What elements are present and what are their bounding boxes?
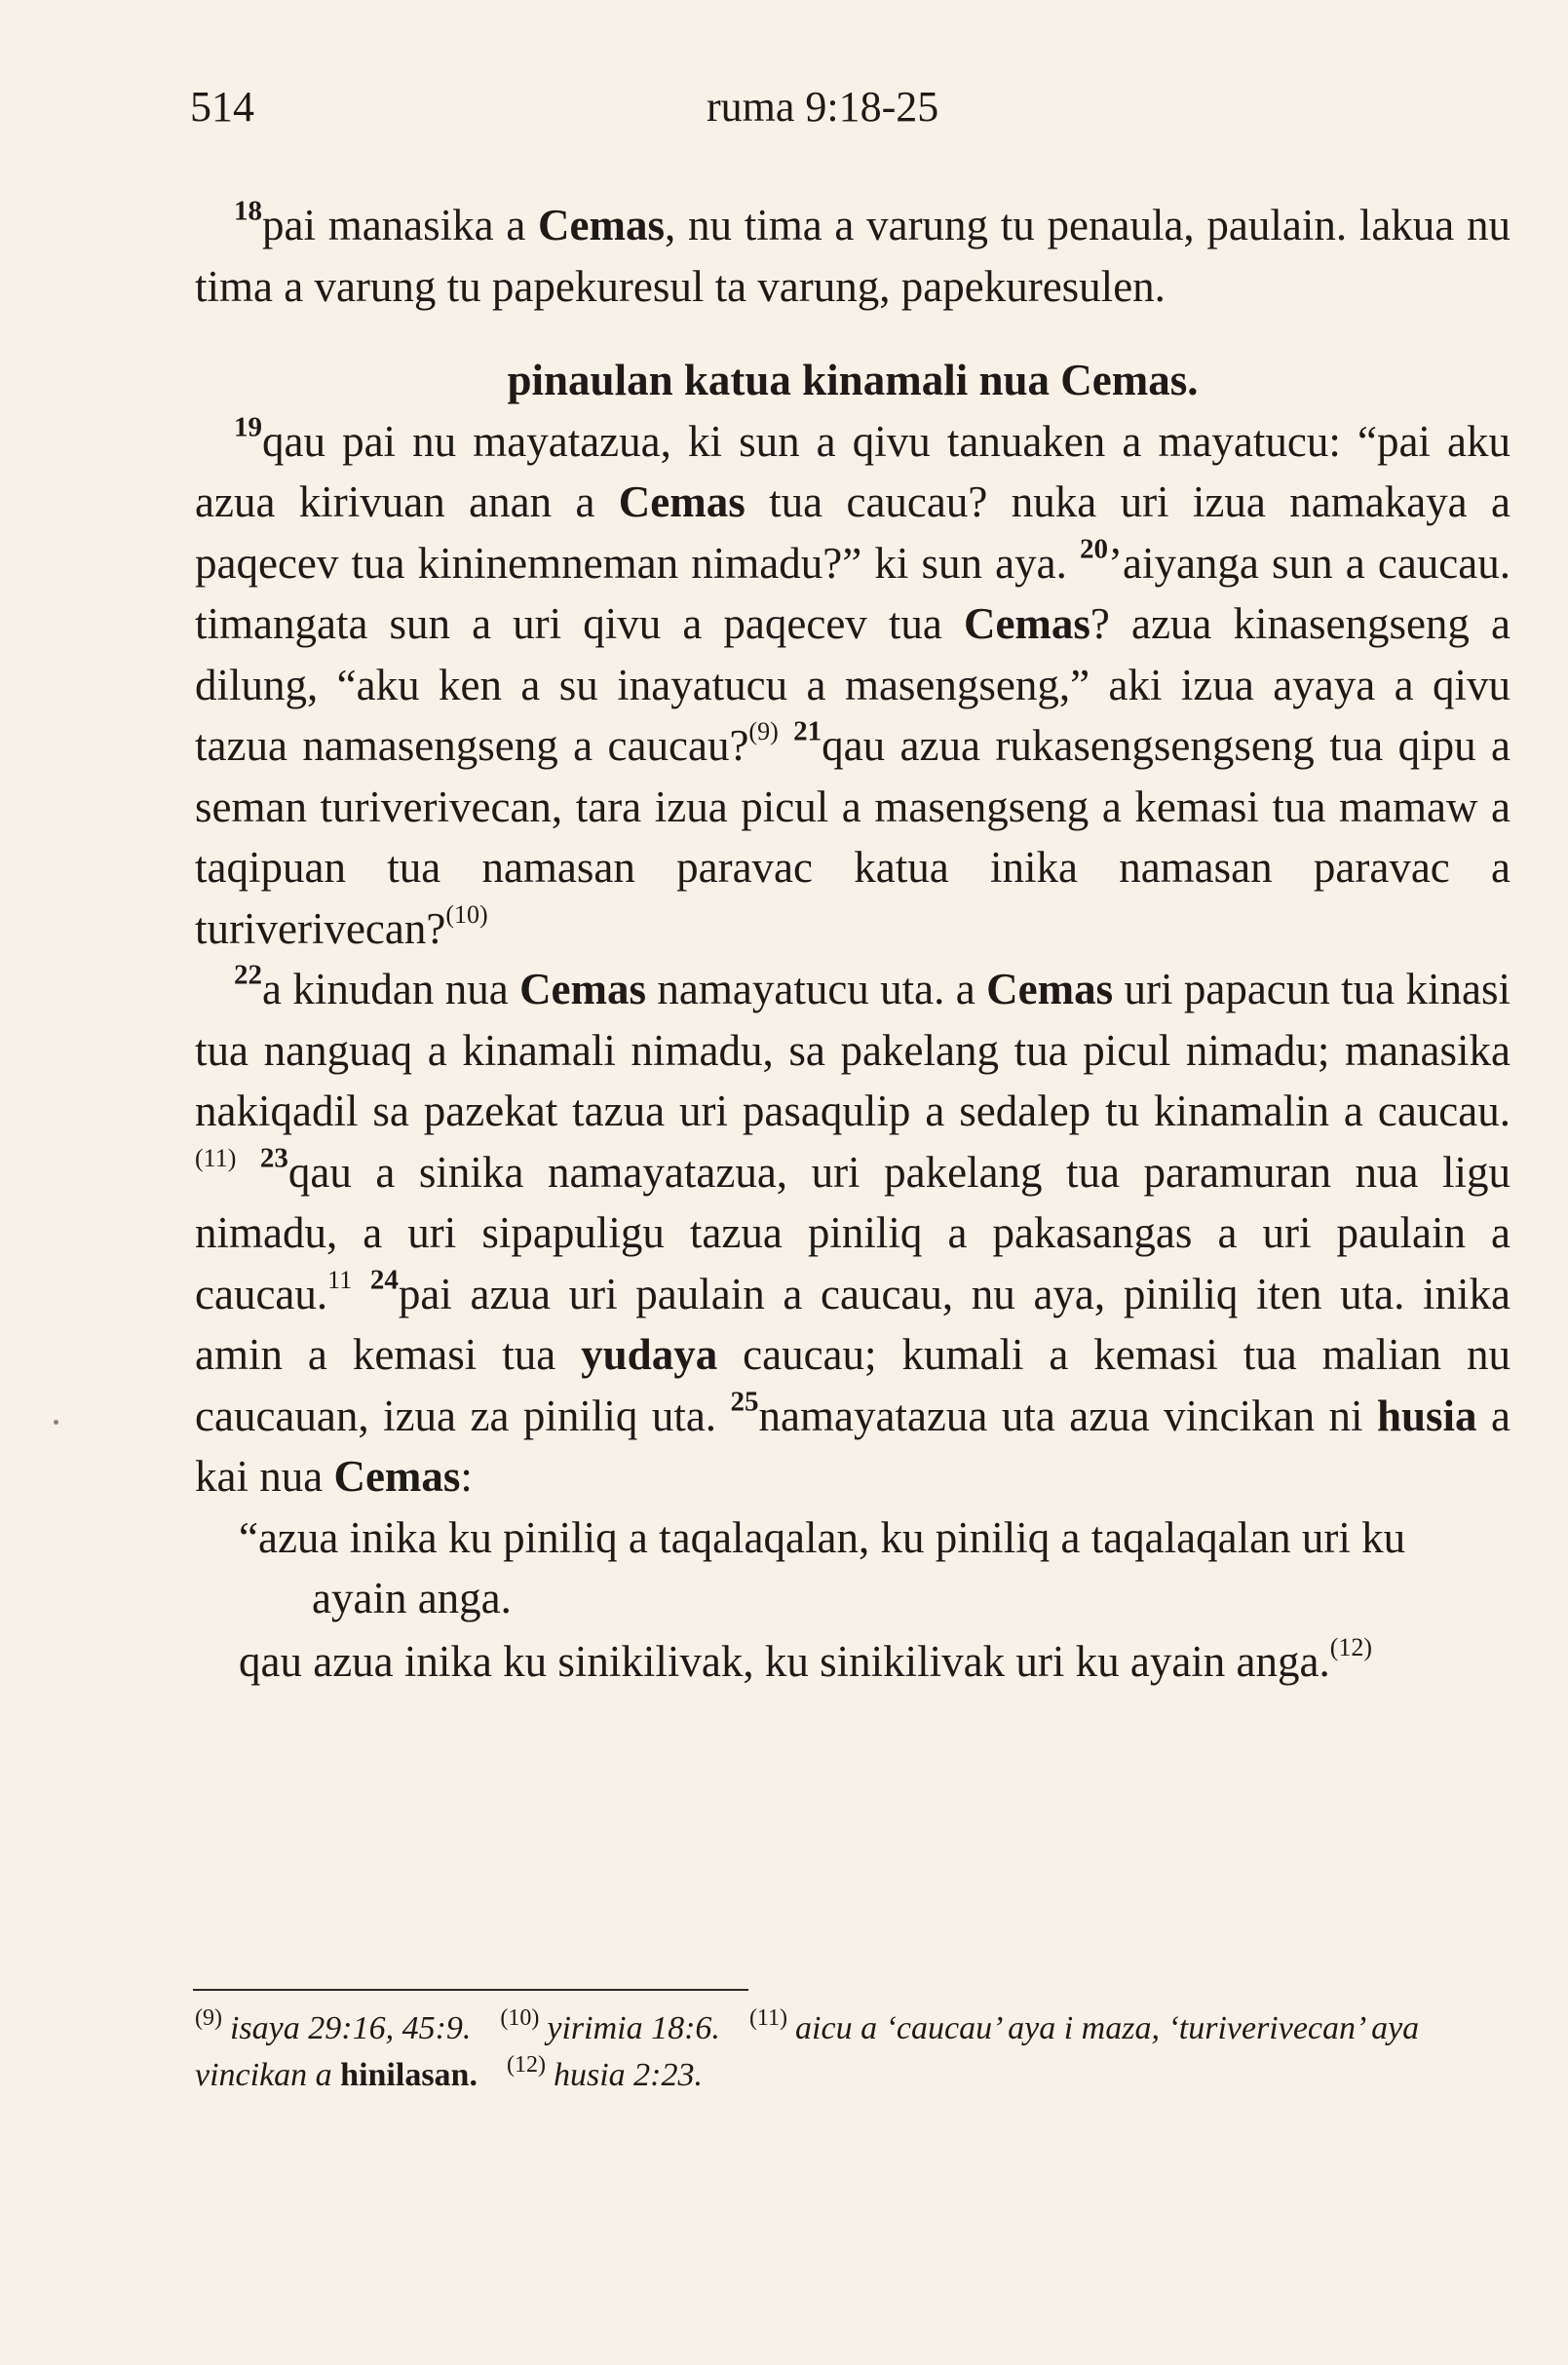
verse-18: $^{18}$pai manasika a Cemas, nu tima a varung tu penaula, paulain. lakua nu tima a varung tu papekuresul ta varung, papekuresulen. <box>195 195 1511 311</box>
verse-number: 22 <box>234 959 262 991</box>
verse-number: 18 <box>234 195 262 227</box>
verse-number: 19 <box>234 411 262 443</box>
verse-number: 21 <box>793 715 822 747</box>
page-number: 514 <box>190 83 254 131</box>
verse-number: 23 <box>259 1142 288 1174</box>
footnote-10: $^{(10)}$ yirimia 18:6. <box>500 2004 720 2046</box>
footnote-ref: (9) <box>748 717 779 746</box>
quote-line-2: qau azua inika ku sinikilivak, ku sinikilivak uri ku ayain anga.$^{(12)}$ <box>239 1632 1373 1686</box>
verse-19-20-21: $^{19}$qau pai nu mayatazua, ki sun a qivu tanuaken a mayatucu: “pai aku azua kirivuan anan a Cemas tua caucau? nuka uri izua namakaya a paqecev tua kininemneman nimadu?” ki sun aya. $^{20}$’aiyanga sun a caucau. timangata sun a uri qivu a paqecev tua Cemas? azua kinasengseng a dilung, “aku ken a su inayatucu a masengseng,” aki izua ayaya a qivu tazua namasengseng a caucau?$^{(9)}$ $^{21}$qau azua rukasengsengseng tua qipu a seman turiverivecan, tara izua picul a masengseng a kemasi tua mamaw a taqipuan tua namasan paravac katua inika namasan paravac a turiverivecan?$^{(10)}$ <box>195 411 1511 953</box>
section-heading: pinaulan katua kinamali nua Cemas. <box>507 356 1199 404</box>
verse-number: 25 <box>730 1386 759 1418</box>
footnote-11: $^{(11)}$ aicu a ‘caucau’ aya i maza, ‘turiverivecan’ aya vincikan a hinilasan. <box>195 2004 1420 2093</box>
verse-22-to-25: $^{22}$a kinudan nua Cemas namayatucu uta. a Cemas uri papacun tua kinasi tua nanguaq a kinamali nimadu, sa pakelang tua picul nimadu; manasika nakiqadil sa pazekat tazua uri pasaqulip a sedalep tu kinamalin a caucau.$^{(11)}$ $^{23}$qau a sinika namayatazua, uri pakelang tua paramuran nua ligu nimadu, a uri sipapuligu tazua piniliq a pakasangas a uri paulain a caucau.$^{11}$ $^{24}$pai azua uri paulain a caucau, nu aya, piniliq iten uta. inika amin a kemasi tua yudaya caucau; kumali a kemasi tua malian nu caucauan, izua za piniliq uta. $^{25}$namayatazua uta azua vincikan ni husia a kai nua Cemas: <box>195 959 1511 1501</box>
footnote-ref: 11 <box>327 1265 353 1294</box>
footnote-9: $^{(9)}$ isaya 29:16, 45:9. <box>195 2004 472 2046</box>
footnote-ref: (12) <box>1329 1632 1373 1661</box>
quote-line-1: “azua inika ku piniliq a taqalaqalan, ku piniliq a taqalaqalan uri ku ayain anga. <box>239 1512 1406 1622</box>
verse-number: 24 <box>369 1264 399 1296</box>
footnote-ref: (10) <box>445 899 488 929</box>
margin-speck <box>54 1420 58 1425</box>
main-text <box>195 195 1511 1692</box>
footnote-12: $^{(12)}$ husia 2:23. <box>506 2051 703 2093</box>
footnote-divider <box>193 1989 748 1991</box>
verse-number: 20 <box>1080 533 1108 565</box>
footnotes <box>195 2005 1511 2099</box>
footnote-ref: (11) <box>195 1143 237 1172</box>
running-head: ruma 9:18-25 <box>707 83 939 131</box>
page-header <box>190 82 1515 140</box>
